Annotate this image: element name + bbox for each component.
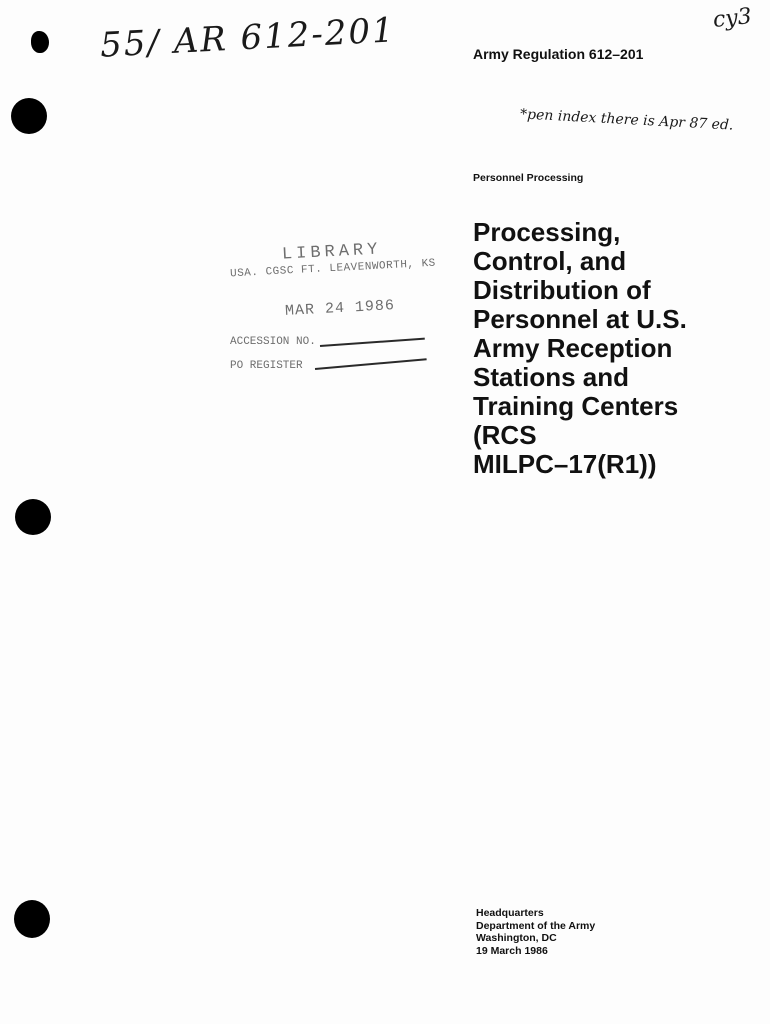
document-title — [473, 218, 763, 479]
title-line: Control, and — [473, 246, 627, 276]
title-line: Training Centers — [473, 391, 679, 421]
handwritten-note: *pen index there is Apr 87 ed. — [519, 106, 734, 134]
stamp-title: LIBRARY — [281, 240, 382, 265]
issuer-department: Department of the Army — [476, 919, 596, 932]
stamp-accession-label: ACCESSION NO. — [230, 336, 316, 348]
binder-hole-top — [11, 98, 47, 134]
stamp-register-label: PO REGISTER — [230, 360, 303, 372]
stamp-organization: USA. CGSC FT. LEAVENWORTH, KS — [229, 257, 437, 281]
library-stamp — [229, 240, 437, 383]
stamp-date: MAR 24 1986 — [284, 297, 396, 320]
title-line: Army Reception — [473, 333, 673, 363]
binder-hole-small — [31, 31, 49, 53]
document-category: Personnel Processing — [473, 172, 584, 184]
title-line: Distribution of — [473, 275, 651, 305]
title-line: Processing, — [473, 217, 621, 247]
title-line: Stations and — [473, 362, 630, 392]
issuer-block — [476, 907, 595, 957]
title-line: (RCS — [473, 420, 537, 450]
regulation-number: Army Regulation 612–201 — [473, 46, 644, 62]
binder-hole-bottom — [14, 900, 50, 938]
stamp-register-rule — [315, 358, 427, 369]
title-line: Personnel at U.S. — [473, 304, 687, 334]
issue-date: 19 March 1986 — [476, 944, 548, 957]
issuer-location: Washington, DC — [476, 932, 557, 944]
binder-hole-middle — [15, 499, 51, 535]
handwritten-reference: 55/ AR 612-201 — [99, 10, 397, 66]
title-line: MILPC–17(R1)) — [473, 449, 657, 479]
handwritten-copy-number: cy3 — [711, 4, 753, 33]
stamp-accession-rule — [320, 338, 425, 347]
issuer-headquarters: Headquarters — [476, 907, 544, 919]
